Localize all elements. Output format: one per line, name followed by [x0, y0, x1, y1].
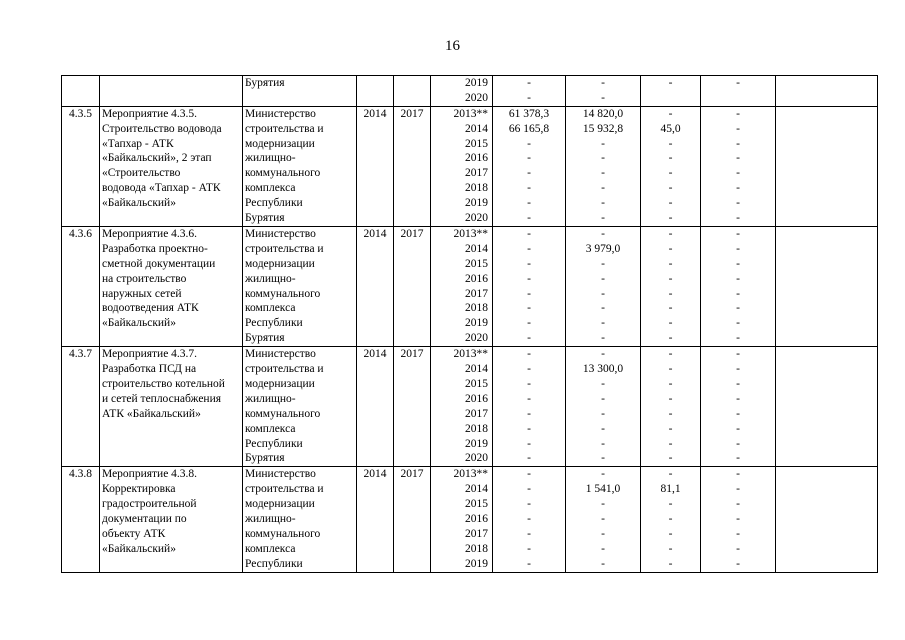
year-list: [431, 106, 493, 226]
funding-col-3-line: -: [668, 77, 673, 89]
funding-col-2-line: 3 979,0: [585, 242, 621, 255]
item-executor-line: Бурятия: [245, 452, 285, 465]
funding-col-2-line: 15 932,8: [582, 122, 624, 135]
funding-col-3-line: -: [668, 392, 673, 405]
funding-col-2-line: -: [601, 182, 605, 195]
year-list-line: 2017: [465, 407, 488, 420]
funding-col-1-line: -: [527, 317, 531, 330]
item-executor: [243, 347, 357, 467]
funding-col-4-line: -: [736, 422, 740, 435]
item-name-line: Разработка ПСД на: [102, 363, 197, 376]
funding-col-4-line: -: [736, 377, 740, 390]
table-row: [62, 226, 878, 346]
item-executor-line: строительства и: [245, 242, 324, 255]
funding-col-3-line: -: [668, 468, 673, 481]
start-year: [357, 76, 394, 107]
funding-col-2-line: -: [601, 77, 605, 89]
end-year-text: 2017: [400, 107, 424, 120]
year-list-line: 2013**: [453, 107, 488, 120]
item-name: [100, 467, 243, 572]
funding-col-2-line: -: [601, 317, 605, 330]
year-list-line: 2017: [465, 287, 488, 300]
funding-col-3-line: -: [668, 302, 673, 315]
item-name-line: Мероприятие 4.3.6.: [102, 227, 198, 240]
table-row: [62, 347, 878, 467]
funding-col-4-line: -: [736, 227, 740, 240]
funding-col-1-line: -: [527, 513, 531, 526]
year-list-line: 2014: [465, 122, 488, 135]
item-executor-line: Республики: [245, 197, 303, 210]
item-executor-line: модернизации: [245, 257, 315, 270]
item-number: [62, 467, 100, 572]
item-number-text: [64, 76, 97, 91]
funding-col-4-line: -: [736, 483, 740, 496]
funding-col-1-line: -: [527, 468, 531, 481]
funding-col-4: [701, 106, 776, 226]
funding-col-3-line: -: [668, 197, 673, 210]
end-year-text: 2017: [400, 227, 424, 240]
funding-col-4-line: -: [736, 107, 740, 120]
funding-col-3-line: -: [668, 107, 673, 120]
start-year-text: 2014: [363, 468, 387, 481]
year-list-line: 2017: [465, 527, 488, 540]
funding-col-3-line: -: [668, 557, 673, 570]
item-executor-line: модернизации: [245, 498, 315, 511]
funding-col-4: [701, 467, 776, 572]
year-list-line: 2019: [465, 557, 488, 570]
funding-col-1-line: -: [527, 452, 531, 465]
table-row: [62, 76, 878, 107]
funding-col-3-line: -: [668, 332, 673, 345]
funding-col-1-line: -: [527, 182, 531, 195]
item-executor-line: Бурятия: [245, 332, 285, 345]
start-year-text: 2014: [363, 227, 387, 240]
funding-col-2: [566, 106, 641, 226]
page-number: 16: [445, 38, 460, 54]
year-list-line: 2015: [465, 257, 488, 270]
year-list-line: 2018: [465, 422, 488, 435]
funding-col-4-line: -: [736, 498, 740, 511]
funding-col-3-line: [643, 91, 698, 106]
funding-col-2-line: -: [601, 513, 605, 526]
funding-col-1-line: -: [527, 227, 531, 240]
item-executor-line: Республики: [245, 437, 303, 450]
item-executor-line: строительства и: [245, 483, 324, 496]
funding-col-3-line: -: [668, 513, 673, 526]
year-list-line: 2020: [465, 212, 488, 225]
year-list-line: 2014: [465, 363, 488, 376]
funding-col-3-line: -: [668, 287, 673, 300]
funding-col-4-line: -: [736, 513, 740, 526]
funding-col-1: [493, 226, 566, 346]
funding-col-2-line: -: [601, 422, 605, 435]
funding-col-4-line: -: [736, 392, 740, 405]
item-executor-line: Министерство: [245, 227, 316, 240]
year-list: [431, 467, 493, 572]
funding-col-1-line: -: [527, 272, 531, 285]
item-name-line: Корректировка: [102, 483, 176, 496]
item-executor-line: Бурятия: [245, 77, 285, 89]
funding-col-3-line: -: [668, 452, 673, 465]
end-year: [394, 467, 431, 572]
year-list-line: 2016: [465, 152, 488, 165]
item-name-line: Строительство водовода: [102, 122, 222, 135]
item-executor-line: коммунального: [245, 407, 321, 420]
funding-col-4: [701, 76, 776, 107]
funding-col-1-line: -: [527, 197, 531, 210]
year-list-line: 2014: [465, 483, 488, 496]
funding-col-2-line: -: [601, 498, 605, 511]
funding-col-1-line: -: [527, 437, 531, 450]
funding-col-2-line: 13 300,0: [582, 363, 624, 376]
item-name-line: водоотведения АТК: [102, 302, 199, 315]
year-list-line: 2014: [465, 242, 488, 255]
item-name: [100, 347, 243, 467]
item-executor-line: Республики: [245, 557, 303, 570]
funding-col-1: [493, 76, 566, 107]
year-list-line: 2019: [465, 197, 488, 210]
end-year: [394, 226, 431, 346]
funding-col-1-line: -: [527, 407, 531, 420]
item-executor-line: Республики: [245, 317, 303, 330]
item-executor-line: комплекса: [245, 422, 296, 435]
item-name-line: объекту АТК: [102, 527, 166, 540]
funding-col-2-line: 14 820,0: [582, 107, 624, 120]
item-number-text: 4.3.8: [69, 468, 92, 481]
funding-col-2: [566, 226, 641, 346]
funding-col-4-line: -: [736, 182, 740, 195]
item-executor-line: комплекса: [245, 542, 296, 555]
funding-col-1-line: -: [527, 483, 531, 496]
item-name-line: АТК «Байкальский»: [102, 407, 201, 420]
empty-col: [776, 76, 878, 107]
item-executor-line: комплекса: [245, 182, 296, 195]
funding-col-4-line: -: [736, 152, 740, 165]
item-executor-line: Министерство: [245, 468, 316, 481]
year-list-line: 2020: [465, 332, 488, 345]
year-list-line: 2017: [465, 167, 488, 180]
funding-col-2-line: -: [601, 272, 605, 285]
funding-col-2: [566, 76, 641, 107]
item-executor-line: комплекса: [245, 302, 296, 315]
funding-col-4-line: -: [736, 332, 740, 345]
year-list-line: 2013**: [453, 227, 488, 240]
year-list: [431, 76, 493, 107]
funding-col-3-line: 81,1: [660, 483, 681, 496]
item-executor-line: жилищно-: [245, 272, 296, 285]
empty-col: [776, 347, 878, 467]
end-year: [394, 347, 431, 467]
item-number: [62, 106, 100, 226]
start-year-text: [359, 76, 391, 91]
item-name-line: и сетей теплоснабжения: [102, 392, 222, 405]
item-name-line: на строительство: [102, 272, 187, 285]
funding-col-4-line: -: [736, 287, 740, 300]
funding-col-4-line: -: [736, 137, 740, 150]
funding-col-1-line: -: [527, 137, 531, 150]
funding-col-2-line: -: [601, 167, 605, 180]
funding-col-3-line: 45,0: [660, 122, 681, 135]
item-name-line: градостроительной: [102, 498, 197, 511]
funding-col-1-line: -: [527, 302, 531, 315]
funding-col-4-line: -: [736, 527, 740, 540]
funding-col-1-line: -: [527, 363, 531, 376]
start-year-text: 2014: [363, 348, 387, 361]
year-list-line: 2020: [465, 91, 488, 104]
funding-col-2-line: -: [601, 468, 605, 481]
funding-col-4-line: -: [736, 242, 740, 255]
funding-col-3-line: -: [668, 498, 673, 511]
item-name-line: «Байкальский», 2 этап: [102, 152, 212, 165]
funding-col-2-line: -: [601, 227, 605, 240]
empty-col: [776, 106, 878, 226]
item-executor: [243, 467, 357, 572]
year-list-line: 2018: [465, 182, 488, 195]
item-name: [100, 106, 243, 226]
start-year: [357, 106, 394, 226]
funding-col-1-line: -: [527, 498, 531, 511]
funding-col-1: [493, 347, 566, 467]
funding-col-3-line: -: [668, 527, 673, 540]
funding-col-4: [701, 226, 776, 346]
funding-col-1-line: -: [527, 152, 531, 165]
funding-col-4-line: -: [736, 302, 740, 315]
item-number: [62, 347, 100, 467]
funding-col-2-line: -: [601, 527, 605, 540]
program-table: [61, 75, 878, 573]
funding-col-3-line: -: [668, 167, 673, 180]
end-year: [394, 106, 431, 226]
item-name: [100, 76, 243, 107]
funding-col-1: [493, 106, 566, 226]
funding-col-3-line: -: [668, 348, 673, 361]
item-executor-line: Министерство: [245, 107, 316, 120]
item-executor: [243, 76, 357, 107]
funding-col-2-line: -: [601, 197, 605, 210]
start-year-text: 2014: [363, 107, 387, 120]
funding-col-3-line: -: [668, 182, 673, 195]
start-year: [357, 226, 394, 346]
item-name-line: «Строительство: [102, 167, 181, 180]
year-list-line: 2013**: [453, 468, 488, 481]
item-number-text: 4.3.7: [69, 348, 92, 361]
funding-col-4-line: -: [736, 557, 740, 570]
empty-col: [776, 467, 878, 572]
year-list: [431, 347, 493, 467]
funding-col-2-line: -: [601, 437, 605, 450]
item-executor-line: жилищно-: [245, 392, 296, 405]
table-row: [62, 106, 878, 226]
end-year-text: 2017: [400, 468, 424, 481]
funding-col-1-line: -: [527, 167, 531, 180]
year-list-line: 2016: [465, 513, 488, 526]
funding-col-3: [641, 106, 701, 226]
item-name-line: «Байкальский»: [102, 317, 176, 330]
funding-col-3-line: -: [668, 257, 673, 270]
item-executor-line: коммунального: [245, 287, 321, 300]
funding-col-3-line: -: [668, 227, 673, 240]
start-year: [357, 347, 394, 467]
funding-col-3-line: -: [668, 272, 673, 285]
item-name-line: «Тапхар - АТК: [102, 137, 174, 150]
item-name-line: Мероприятие 4.3.8.: [102, 468, 198, 481]
year-list-line: 2019: [465, 77, 488, 89]
funding-col-4-line: -: [736, 363, 740, 376]
year-list-line: 2015: [465, 377, 488, 390]
item-executor-line: модернизации: [245, 377, 315, 390]
funding-col-4-line: -: [736, 317, 740, 330]
funding-col-3-line: -: [668, 212, 673, 225]
item-name-line: документации по: [102, 513, 187, 526]
funding-col-4-line: -: [736, 122, 740, 135]
funding-col-2: [566, 467, 641, 572]
item-name-line: водовода «Тапхар - АТК: [102, 182, 221, 195]
item-number-text: 4.3.6: [69, 227, 92, 240]
funding-col-3: [641, 76, 701, 107]
funding-col-2-line: -: [601, 302, 605, 315]
item-executor-line: Бурятия: [245, 212, 285, 225]
item-name-line: сметной документации: [102, 257, 216, 270]
item-name-line: наружных сетей: [102, 287, 182, 300]
funding-col-4-line: -: [736, 272, 740, 285]
year-list-line: 2015: [465, 137, 488, 150]
table-row: [62, 467, 878, 572]
item-name-line: строительство котельной: [102, 377, 225, 390]
funding-col-2-line: -: [601, 392, 605, 405]
year-list-line: 2018: [465, 542, 488, 555]
empty-col: [776, 226, 878, 346]
funding-col-1-line: -: [527, 332, 531, 345]
funding-col-2-line: -: [601, 348, 605, 361]
funding-col-1-line: -: [527, 242, 531, 255]
funding-col-1-line: -: [527, 527, 531, 540]
item-number: [62, 76, 100, 107]
funding-col-1-line: -: [527, 542, 531, 555]
funding-col-2-line: -: [601, 377, 605, 390]
item-name-line: Разработка проектно-: [102, 242, 208, 255]
funding-col-4-line: -: [736, 437, 740, 450]
funding-col-1-line: -: [527, 422, 531, 435]
item-executor-line: строительства и: [245, 122, 324, 135]
funding-col-1-line: -: [527, 557, 531, 570]
item-executor-line: жилищно-: [245, 513, 296, 526]
item-name: [100, 226, 243, 346]
year-list: [431, 226, 493, 346]
item-executor-line: коммунального: [245, 167, 321, 180]
funding-col-1-line: -: [527, 91, 531, 104]
funding-col-3-line: -: [668, 242, 673, 255]
funding-col-3-line: -: [668, 317, 673, 330]
funding-col-1-line: -: [527, 257, 531, 270]
funding-col-1-line: -: [527, 212, 531, 225]
funding-col-3-line: -: [668, 407, 673, 420]
item-name-line: Мероприятие 4.3.5.: [102, 107, 198, 120]
funding-col-2-line: -: [601, 152, 605, 165]
start-year: [357, 467, 394, 572]
funding-col-2-line: -: [601, 407, 605, 420]
funding-col-1: [493, 467, 566, 572]
funding-col-4-line: -: [736, 257, 740, 270]
item-executor-line: строительства и: [245, 363, 324, 376]
funding-col-2-line: -: [601, 287, 605, 300]
funding-col-3-line: -: [668, 363, 673, 376]
funding-col-3-line: -: [668, 422, 673, 435]
item-executor-line: модернизации: [245, 137, 315, 150]
funding-col-4-line: -: [736, 407, 740, 420]
item-executor-line: жилищно-: [245, 152, 296, 165]
item-name-line: «Байкальский»: [102, 197, 176, 210]
funding-col-2-line: -: [601, 257, 605, 270]
funding-col-2-line: -: [601, 542, 605, 555]
item-executor-line: коммунального: [245, 527, 321, 540]
funding-col-1-line: 66 165,8: [508, 122, 550, 135]
funding-col-1-line: 61 378,3: [508, 107, 550, 120]
end-year-text: 2017: [400, 348, 424, 361]
funding-col-4-line: -: [736, 197, 740, 210]
funding-col-2-line: -: [601, 137, 605, 150]
funding-col-3-line: -: [668, 152, 673, 165]
item-name-line: Мероприятие 4.3.7.: [102, 348, 198, 361]
funding-col-3-line: -: [668, 377, 673, 390]
end-year-text: [396, 76, 428, 91]
funding-col-4-line: -: [736, 468, 740, 481]
funding-col-4-line: -: [736, 77, 740, 89]
funding-col-4-line: -: [736, 212, 740, 225]
funding-col-1-line: -: [527, 377, 531, 390]
funding-col-4: [701, 347, 776, 467]
funding-col-2-line: 1 541,0: [585, 483, 621, 496]
item-executor: [243, 106, 357, 226]
item-number-text: 4.3.5: [69, 107, 92, 120]
funding-col-1-line: -: [527, 77, 531, 89]
funding-col-2: [566, 347, 641, 467]
funding-col-4-line: -: [736, 167, 740, 180]
funding-col-2-line: -: [601, 452, 605, 465]
year-list-line: 2015: [465, 498, 488, 511]
item-name-line: «Байкальский»: [102, 542, 176, 555]
funding-col-4-line: [703, 91, 773, 106]
item-executor: [243, 226, 357, 346]
end-year: [394, 76, 431, 107]
funding-col-3-line: -: [668, 437, 673, 450]
funding-col-2-line: -: [601, 91, 605, 104]
year-list-line: 2013**: [453, 348, 488, 361]
funding-col-3: [641, 347, 701, 467]
year-list-line: 2020: [465, 452, 488, 465]
funding-col-4-line: -: [736, 348, 740, 361]
funding-col-3: [641, 467, 701, 572]
funding-col-3: [641, 226, 701, 346]
funding-col-1-line: -: [527, 287, 531, 300]
year-list-line: 2016: [465, 272, 488, 285]
funding-col-3-line: -: [668, 542, 673, 555]
item-executor-line: Министерство: [245, 348, 316, 361]
year-list-line: 2018: [465, 302, 488, 315]
funding-col-1-line: -: [527, 392, 531, 405]
funding-col-2-line: -: [601, 557, 605, 570]
item-number: [62, 226, 100, 346]
funding-col-1-line: -: [527, 348, 531, 361]
funding-col-4-line: -: [736, 542, 740, 555]
year-list-line: 2019: [465, 437, 488, 450]
funding-col-2-line: -: [601, 212, 605, 225]
funding-col-3-line: -: [668, 137, 673, 150]
year-list-line: 2019: [465, 317, 488, 330]
funding-col-4-line: -: [736, 452, 740, 465]
year-list-line: 2016: [465, 392, 488, 405]
funding-col-2-line: -: [601, 332, 605, 345]
